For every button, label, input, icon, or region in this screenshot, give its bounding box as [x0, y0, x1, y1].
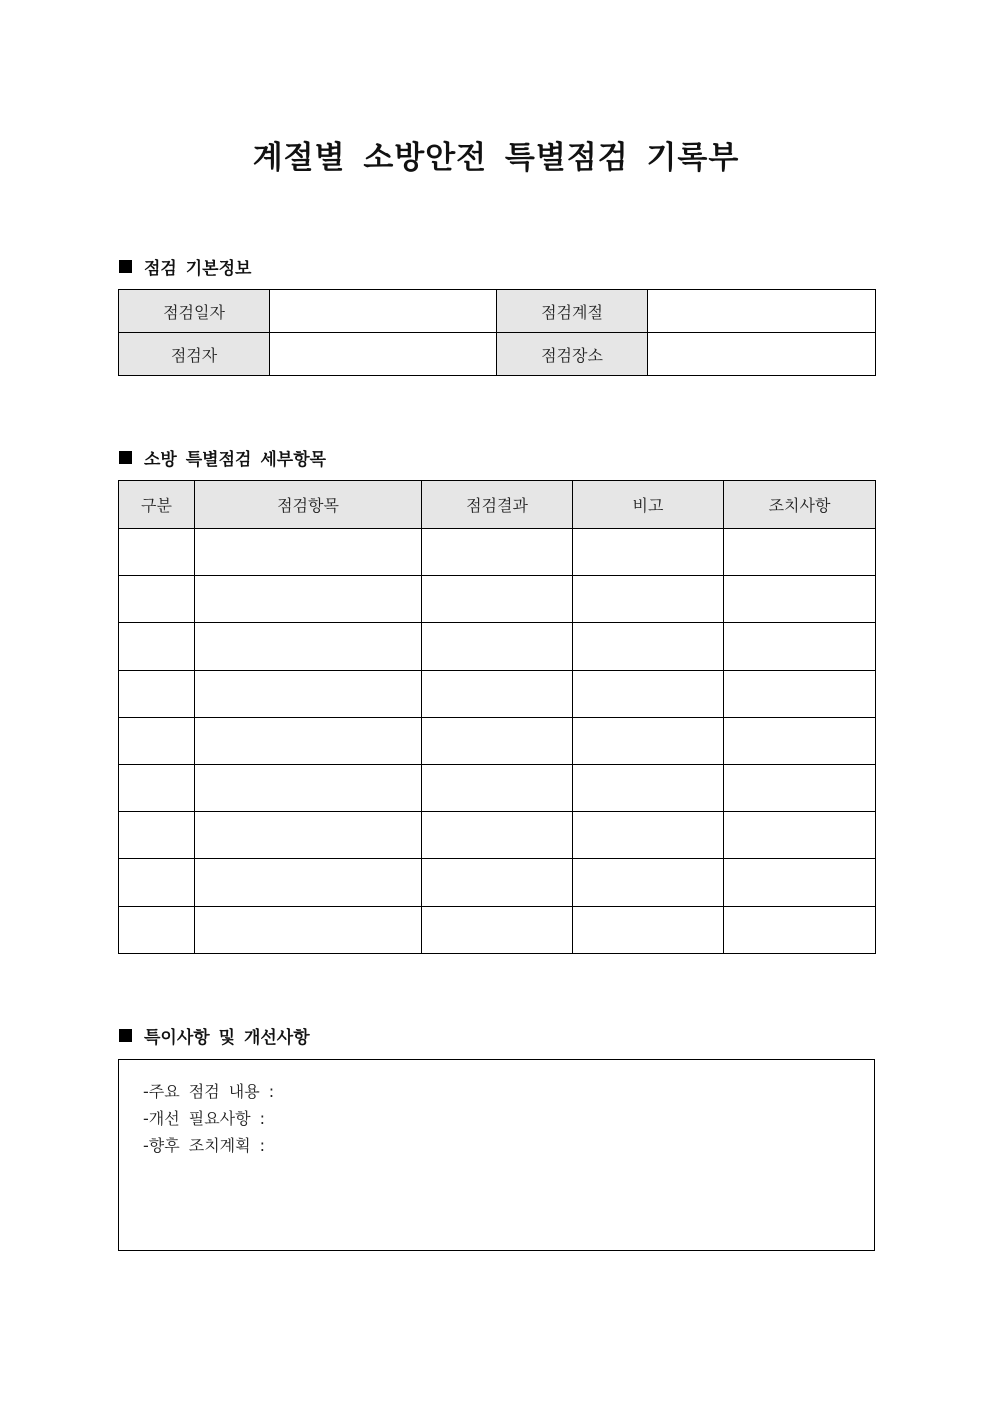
- note-future-action-plan: -향후 조치계획 :: [143, 1136, 266, 1155]
- inspection-location-field[interactable]: [648, 333, 876, 376]
- inspection-date-field[interactable]: [270, 290, 497, 333]
- section-heading-detail: [119, 445, 326, 470]
- action-taken-cell[interactable]: [724, 717, 876, 764]
- action-taken-cell[interactable]: [724, 670, 876, 717]
- remarks-cell[interactable]: [573, 812, 724, 859]
- action-taken-cell[interactable]: [724, 906, 876, 953]
- inspection-item-cell[interactable]: [195, 764, 422, 811]
- notes-textarea[interactable]: [118, 1059, 875, 1251]
- note-main-inspection: -주요 점검 내용 :: [143, 1082, 275, 1101]
- inspection-result-cell[interactable]: [422, 576, 573, 623]
- table-row: [119, 859, 876, 906]
- table-row: [119, 812, 876, 859]
- section-heading-basic-info: [119, 254, 251, 279]
- section-heading-notes: [119, 1023, 310, 1048]
- label-inspector: 점검자: [119, 333, 270, 376]
- inspection-detail-table: [118, 480, 876, 954]
- action-taken-cell[interactable]: [724, 529, 876, 576]
- inspection-item-cell[interactable]: [195, 717, 422, 764]
- category-cell[interactable]: [119, 764, 195, 811]
- black-square-icon: [119, 1029, 132, 1042]
- inspection-item-cell[interactable]: [195, 812, 422, 859]
- action-taken-cell[interactable]: [724, 812, 876, 859]
- table-row: [119, 529, 876, 576]
- action-taken-cell[interactable]: [724, 764, 876, 811]
- inspection-item-cell[interactable]: [195, 906, 422, 953]
- column-header-remarks: 비고: [573, 481, 724, 529]
- inspection-item-cell[interactable]: [195, 529, 422, 576]
- remarks-cell[interactable]: [573, 859, 724, 906]
- table-row: [119, 290, 876, 333]
- label-inspection-season: 점검계절: [497, 290, 648, 333]
- inspection-item-cell[interactable]: [195, 670, 422, 717]
- action-taken-cell[interactable]: [724, 576, 876, 623]
- category-cell[interactable]: [119, 623, 195, 670]
- section-heading-label: 소방 특별점검 세부항목: [144, 450, 327, 470]
- inspection-result-cell[interactable]: [422, 812, 573, 859]
- action-taken-cell[interactable]: [724, 623, 876, 670]
- category-cell[interactable]: [119, 859, 195, 906]
- black-square-icon: [119, 260, 132, 273]
- black-square-icon: [119, 451, 132, 464]
- document-title: 계절별 소방안전 특별점검 기록부: [252, 140, 740, 176]
- remarks-cell[interactable]: [573, 576, 724, 623]
- section-heading-label: 점검 기본정보: [144, 259, 252, 279]
- table-row: [119, 623, 876, 670]
- category-cell[interactable]: [119, 529, 195, 576]
- label-inspection-date: 점검일자: [119, 290, 270, 333]
- column-header-action-taken: 조치사항: [724, 481, 876, 529]
- category-cell[interactable]: [119, 670, 195, 717]
- remarks-cell[interactable]: [573, 670, 724, 717]
- inspection-item-cell[interactable]: [195, 623, 422, 670]
- column-header-inspection-result: 점검결과: [422, 481, 573, 529]
- section-heading-label: 특이사항 및 개선사항: [144, 1028, 310, 1048]
- inspection-result-cell[interactable]: [422, 529, 573, 576]
- category-cell[interactable]: [119, 576, 195, 623]
- category-cell[interactable]: [119, 812, 195, 859]
- inspection-item-cell[interactable]: [195, 859, 422, 906]
- inspection-result-cell[interactable]: [422, 859, 573, 906]
- column-header-inspection-item: 점검항목: [195, 481, 422, 529]
- remarks-cell[interactable]: [573, 906, 724, 953]
- inspection-season-field[interactable]: [648, 290, 876, 333]
- inspection-result-cell[interactable]: [422, 623, 573, 670]
- label-inspection-location: 점검장소: [497, 333, 648, 376]
- inspector-field[interactable]: [270, 333, 497, 376]
- remarks-cell[interactable]: [573, 623, 724, 670]
- remarks-cell[interactable]: [573, 764, 724, 811]
- table-row: [119, 576, 876, 623]
- table-row: [119, 764, 876, 811]
- inspection-result-cell[interactable]: [422, 906, 573, 953]
- note-improvements-needed: -개선 필요사항 :: [143, 1109, 266, 1128]
- action-taken-cell[interactable]: [724, 859, 876, 906]
- remarks-cell[interactable]: [573, 717, 724, 764]
- table-row: [119, 717, 876, 764]
- remarks-cell[interactable]: [573, 529, 724, 576]
- table-row: [119, 906, 876, 953]
- inspection-item-cell[interactable]: [195, 576, 422, 623]
- table-row: [119, 333, 876, 376]
- category-cell[interactable]: [119, 906, 195, 953]
- basic-info-table: [118, 289, 876, 376]
- column-header-category: 구분: [119, 481, 195, 529]
- table-header-row: [119, 481, 876, 529]
- inspection-result-cell[interactable]: [422, 717, 573, 764]
- category-cell[interactable]: [119, 717, 195, 764]
- inspection-result-cell[interactable]: [422, 670, 573, 717]
- inspection-result-cell[interactable]: [422, 764, 573, 811]
- table-row: [119, 670, 876, 717]
